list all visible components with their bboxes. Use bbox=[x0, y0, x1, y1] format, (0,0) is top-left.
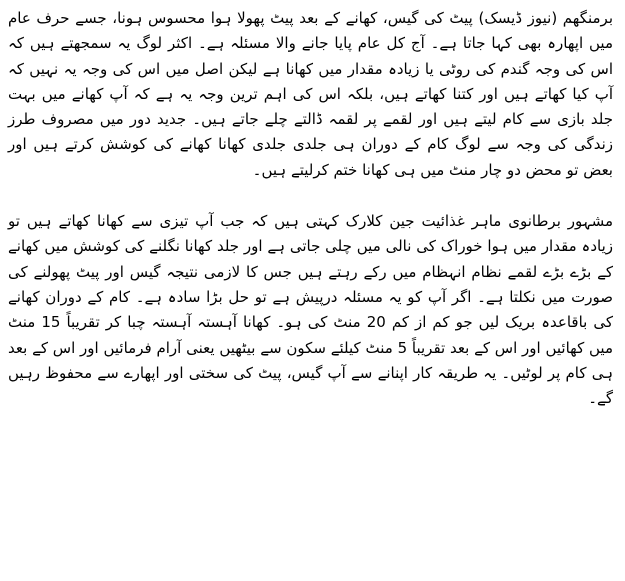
article-paragraph-1: برمنگھم (نیوز ڈیسک) پیٹ کی گیس، کھانے کے بعد پیٹ پھولا ہوا محسوس ہونا، جسے حرف عام میں اپھارہ بھی کہا جاتا ہے۔ آج کل عام پایا جانے والا مسئلہ ہے۔ اکثر لوگ یہ سمجھتے ہیں کہ اس کی وجہ گندم کی روٹی یا زیادہ مقدار میں کھانا ہے لیکن اصل میں اس کی وجہ یہ نہیں کہ آپ کیا کھاتے ہیں اور کتنا کھاتے ہیں، بلکہ اس کی اہم ترین وجہ یہ ہے کہ آپ کھانے میں بہت جلد بازی سے کام لیتے ہیں اور لقمے پر لقمہ ڈالتے چلے جاتے ہیں۔ جدید دور میں مصروف طرز زندگی کی وجہ سے لوگ کام کے دوران ہی جلدی جلدی کھانا کھانے کی کوشش کرتے ہیں اور بعض تو محض دو چار منٹ میں ہی کھانا ختم کرلیتے ہیں۔ bbox=[8, 9, 613, 179]
article-paragraph-2: مشہور برطانوی ماہر غذائیت جین کلارک کہتی ہیں کہ جب آپ تیزی سے کھانا کھاتے ہیں تو زیادہ مقدار میں ہوا خوراک کی نالی میں چلی جاتی ہے اور جلد کھانا نگلنے کی کوشش میں کھانے کے بڑے بڑے لقمے نظام انہظام میں رکے رہتے ہیں جس کا لازمی نتیجہ گیس اور پیٹ پھولنے کی صورت میں نکلتا ہے۔ اگر آپ کو یہ مسئلہ درپیش ہے تو حل بڑا سادہ ہے۔ کام کے دوران کھانے کی باقاعدہ بریک لیں جو کم از کم 20 منٹ کی ہو۔ کھانا آہستہ آہستہ چبا کر تقریباً 15 منٹ میں کھائیں اور اس کے بعد تقریباً 5 منٹ کیلئے سکون سے بیٹھیں یعنی آرام فرمائیں اور اس کے بعد ہی کام پر لوٹیں۔ یہ طریقہ کار اپنانے سے آپ گیس، پیٹ کی سختی اور اپھارے سے محفوظ رہیں گے۔ bbox=[8, 212, 614, 408]
article-body bbox=[8, 6, 613, 411]
